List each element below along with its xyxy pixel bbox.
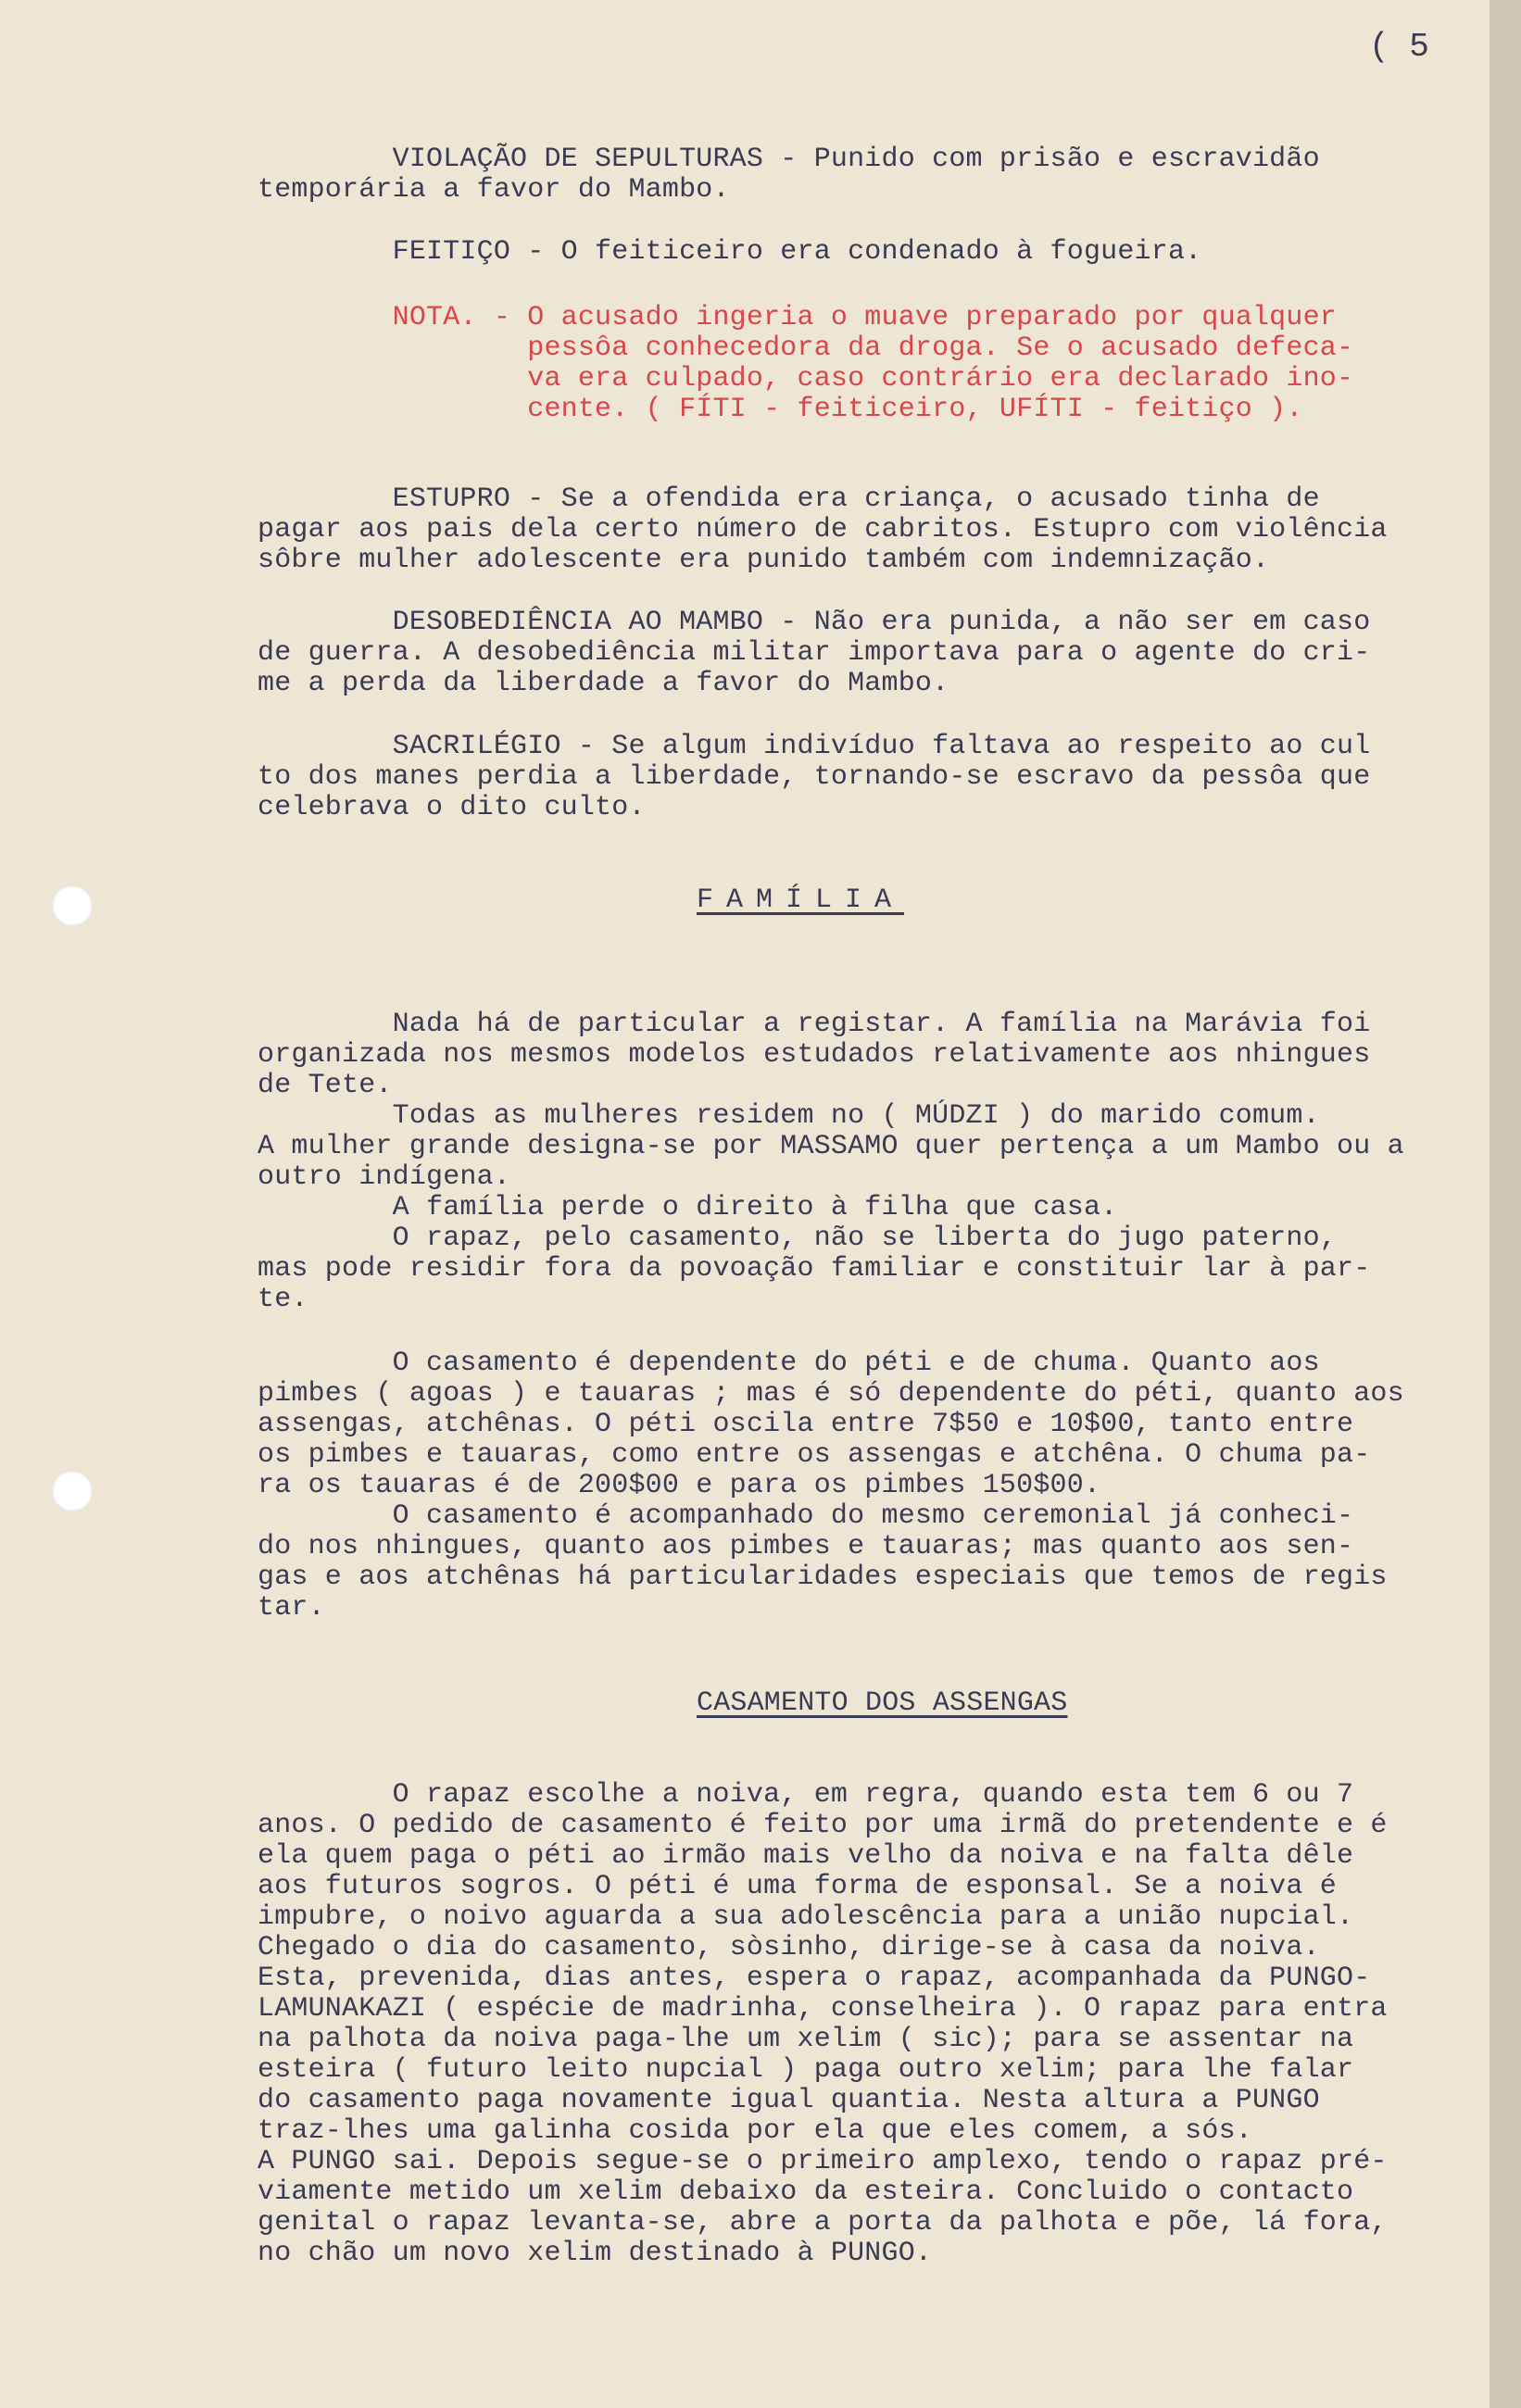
punch-hole-top	[52, 885, 93, 926]
paragraph-casamento: O casamento é dependente do péti e de chuma. Quanto aos pimbes ( agoas ) e tauaras ; mas é só dependente do péti, quanto aos assengas, atchênas. O péti oscila entre 7$50 e 10$00, tanto entre os pimbes e tauaras, como entre os assengas e atchêna. O chuma pa- ra os tauaras é de 200$00 e para os pimbes 150$00. O casamento é acompanhado do mesmo ceremonial já conheci- do nos nhingues, quanto aos pimbes e tauaras; mas quanto aos sen- gas e aos atchênas há particularidades especiais que temos de regis tar.	[258, 1348, 1404, 1624]
paragraph-casamento-dos-assengas: O rapaz escolhe a noiva, em regra, quando esta tem 6 ou 7 anos. O pedido de casamento é feito por uma irmã do pretendente e é ela quem paga o péti ao irmão mais velho da noiva e na falta dêle aos futuros sogros. O péti é uma forma de esponsal. Se a noiva é impubre, o noivo aguarda a sua adolescência para a união nupcial. Chegado o dia do casamento, sòsinho, dirige-se à casa da noiva. Esta, prevenida, dias antes, espera o rapaz, acompanhada da PUNGO- LAMUNAKAZI ( espécie de madrinha, conselheira ). O rapaz para entra na palhota da noiva paga-lhe um xelim ( sic); para se assentar na esteira ( futuro leito nupcial ) paga outro xelim; para lhe falar do casamento paga novamente igual quantia. Nesta altura a PUNGO traz-lhes uma galinha cosida por ela que eles comem, a sós. A PUNGO sai. Depois segue-se o primeiro amplexo, tendo o rapaz pré- viamente metido um xelim debaixo da esteira. Concluido o contacto genital o rapaz levanta-se, abre a porta da palhota e põe, lá fora, no chão um novo xelim destinado à PUNGO.	[258, 1779, 1388, 2269]
paragraph-sacrilegio: SACRILÉGIO - Se algum indivíduo faltava ao respeito ao cul to dos manes perdia a liberdade, tornando-se escravo da pessôa que celebrava o dito culto.	[258, 731, 1371, 823]
paragraph-nota: NOTA. - O acusado ingeria o muave preparado por qualquer pessôa conhecedora da droga. Se o acusado defeca- va era culpado, caso contrário era declarado ino- cente. ( FÍTI - feiticeiro, UFÍTI - feitiço ).	[392, 302, 1354, 425]
paragraph-desobediencia: DESOBEDIÊNCIA AO MAMBO - Não era punida, a não ser em caso de guerra. A desobediência militar importava para o agente do cri- me a perda da liberdade a favor do Mambo.	[258, 607, 1371, 699]
paragraph-feitico: FEITIÇO - O feiticeiro era condenado à fogueira.	[258, 236, 1202, 268]
heading-familia: FAMÍLIA	[697, 884, 905, 916]
paper-edge	[1490, 0, 1521, 2408]
paragraph-violacao-de-sepulturas: VIOLAÇÃO DE SEPULTURAS - Punido com prisão e escravidão temporária a favor do Mambo.	[258, 144, 1320, 206]
page-number: ( 5	[1369, 28, 1429, 66]
heading-casamento-dos-assengas: CASAMENTO DOS ASSENGAS	[697, 1687, 1068, 1719]
paragraph-familia: Nada há de particular a registar. A família na Marávia foi organizada nos mesmos modelos estudados relativamente aos nhingues de Tete. Todas as mulheres residem no ( MÚDZI ) do marido comum. A mulher grande designa-se por MASSAMO quer pertença a um Mambo ou a outro indígena. A família perde o direito à filha que casa. O rapaz, pelo casamento, não se liberta do jugo paterno, mas pode residir fora da povoação familiar e constituir lar à par- te.	[258, 1009, 1404, 1315]
punch-hole-bottom	[52, 1471, 93, 1511]
paragraph-estupro: ESTUPRO - Se a ofendida era criança, o acusado tinha de pagar aos pais dela certo número de cabritos. Estupro com violência sôbre mulher adolescente era punido também com indemnização.	[258, 483, 1388, 576]
